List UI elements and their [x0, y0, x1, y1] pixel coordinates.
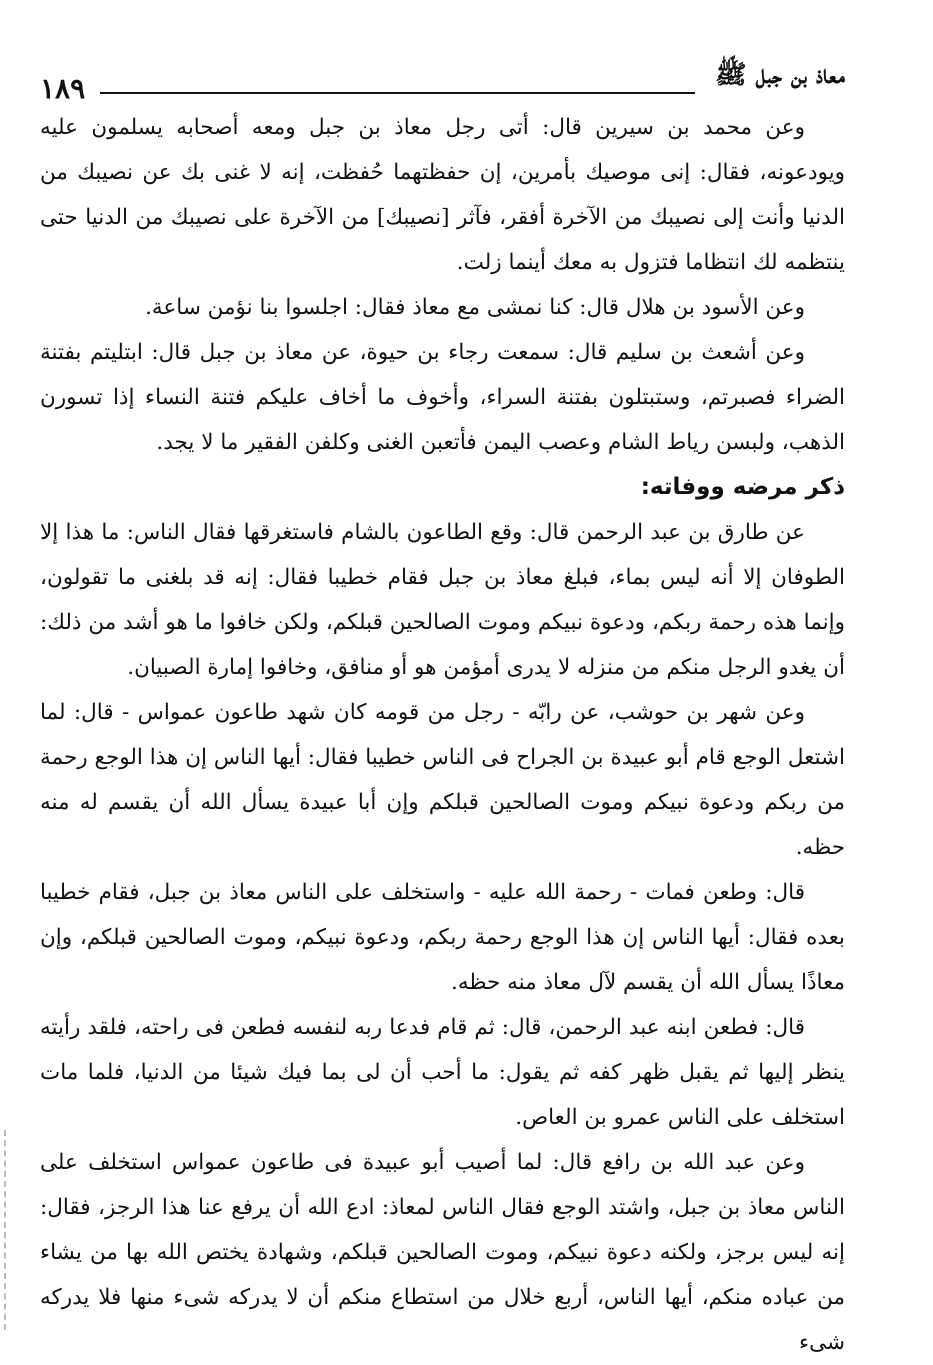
page-header: [40, 58, 845, 105]
paragraph: وعن الأسود بن هلال قال: كنا نمشى مع معاذ فقال: اجلسوا بنا نؤمن ساعة.: [145, 295, 805, 320]
scan-margin-artifact: [4, 1130, 8, 1330]
page-number: ١٨٩: [40, 72, 86, 105]
paragraph: وعن شهر بن حوشب، عن رابّه - رجل من قومه كان شهد طاعون عمواس - قال: لما اشتعل الوجع قام أبو عبيدة بن الجراح فى الناس خطيبا فقال: أيها الناس إن هذا الوجع رحمة من ربكم ودعوة نبيكم وموت الصالحين قبلكم وإن أبا عبيدة يسأل الله أن يقسم له منه حظه.: [40, 700, 845, 860]
paragraph: وعن عبد الله بن رافع قال: لما أصيب أبو عبيدة فى طاعون عمواس استخلف على الناس معاذ بن جبل، واشتد الوجع فقال الناس لمعاذ: ادع الله أن يرفع عنا هذا الرجز، فقال: إنه ليس برجز، ولكنه دعوة نبيكم، وموت الصالحين قبلكم، وشهادة يختص الله بها من يشاء من عباده منكم، أيها الناس، أربع خلال من استطاع منكم أن لا يدركه شىء منها فلا يدركه شىء: [40, 1150, 845, 1355]
page-body: [40, 105, 845, 1365]
paragraph: وعن أشعث بن سليم قال: سمعت رجاء بن حيوة، عن معاذ بن جبل قال: ابتليتم بفتنة الضراء فصبرتم، وستبتلون بفتنة السراء، وأخوف ما أخاف عليكم فتنة النساء إذا تسورن الذهب، ولبسن رياط الشام وعصب اليمن فأتعبن الغنى وكلفن الفقير ما لا يجد.: [40, 340, 845, 455]
paragraph: قال: فطعن ابنه عبد الرحمن، قال: ثم قام فدعا ربه لنفسه فطعن فى راحته، فلقد رأيته ينظر إليها ثم يقبل ظهر كفه ثم يقول: ما أحب أن لى بما فيك شيئا من الدنيا، فلما مات استخلف على الناس عمرو بن العاص.: [40, 1015, 845, 1130]
paragraph: عن طارق بن عبد الرحمن قال: وقع الطاعون بالشام فاستغرقها فقال الناس: ما هذا إلا الطوفان إلا أنه ليس بماء، فبلغ معاذ بن جبل فقام خطيبا فقال: إنه قد بلغنى ما تقولون، وإنما هذه رحمة ربكم، ودعوة نبيكم وموت الصالحين قبلكم، ولكن خافوا ما هو أشد من ذلك: أن يغدو الرجل منكم من منزله لا يدرى أمؤمن هو أو منافق، وخافوا إمارة الصبيان.: [40, 520, 845, 680]
running-title: معاذ بن جبل ﷺ: [715, 60, 845, 90]
paragraph: وعن محمد بن سيرين قال: أتى رجل معاذ بن جبل ومعه أصحابه يسلمون عليه ويودعونه، فقال: إنى موصيك بأمرين، إن حفظتهما حُفظت، إنه لا غنى بك عن نصيبك من الدنيا وأنت إلى نصيبك من الآخرة أفقر، فآثر [نصيبك] من الآخرة على نصيبك من الدنيا حتى ينتظمه لك انتظاما فتزول به معك أينما زلت.: [40, 115, 845, 275]
paragraph: قال: وطعن فمات - رحمة الله عليه - واستخلف على الناس معاذ بن جبل، فقام خطيبا بعده فقال: أيها الناس إن هذا الوجع رحمة ربكم، ودعوة نبيكم، وموت الصالحين قبلكم، وإن معاذًا يسأل الله أن يقسم لآل معاذ منه حظه.: [40, 880, 845, 995]
section-heading: ذكر مرضه ووفاته:: [640, 474, 845, 500]
header-rule: [100, 92, 695, 94]
